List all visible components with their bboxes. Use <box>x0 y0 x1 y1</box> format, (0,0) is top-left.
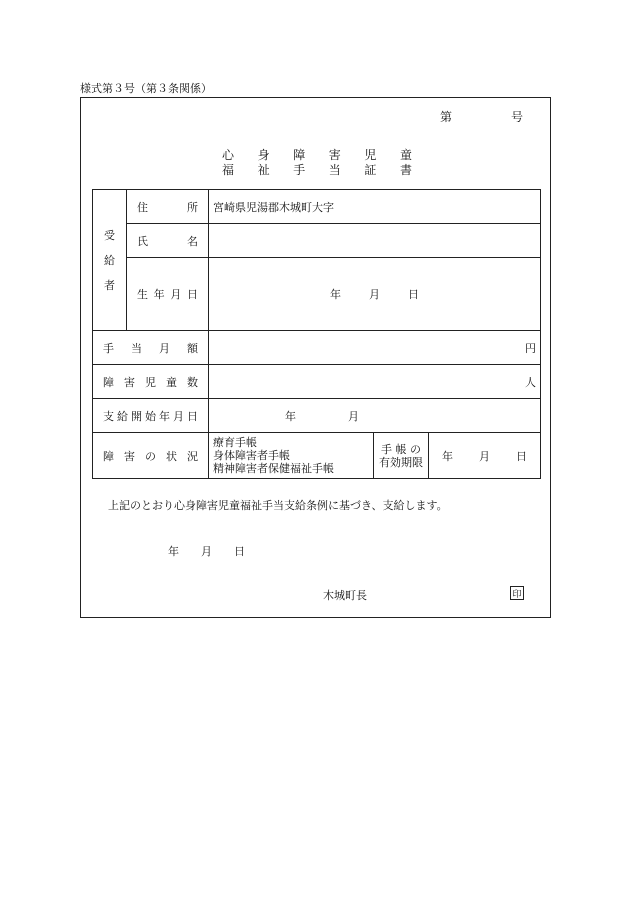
validity-label: 手 帳 の 有効期限 <box>374 433 429 479</box>
birth-label: 生 年 月 日 <box>127 258 209 331</box>
children-count-label: 障 害 児 童 数 <box>93 365 209 399</box>
issue-date: 年 月 日 <box>168 545 245 558</box>
seal-mark: 印 <box>510 586 524 600</box>
name-label: 氏 名 <box>127 224 209 258</box>
number-prefix: 第 <box>440 110 453 124</box>
notice-text: 上記のとおり心身障害児童福祉手当支給条例に基づき、支給します。 <box>108 499 448 512</box>
notebook-type: 精神障害者保健福祉手帳 <box>213 462 334 475</box>
address-field: 宮崎県児湯郡木城町大字 <box>209 190 541 224</box>
title-line-2: 福 祉 手 当 証 書 <box>222 163 412 177</box>
notebook-type: 身体障害者手帳 <box>213 449 290 462</box>
recipient-group-label: 受 給 者 <box>93 190 127 331</box>
start-date-label: 支 給 開 始 年 月 日 <box>93 399 209 433</box>
notebook-types <box>209 433 374 479</box>
form-label: 様式第３号（第３条関係） <box>80 82 212 95</box>
notebook-type: 療育手帳 <box>213 436 257 449</box>
title-line-1: 心 身 障 害 児 童 <box>222 148 412 162</box>
mayor-title: 木城町長 <box>323 589 367 602</box>
number-suffix: 号 <box>511 110 524 124</box>
validity-field: 年 月 日 <box>429 433 541 479</box>
name-field <box>209 224 541 258</box>
start-date-field: 年 月 <box>209 399 541 433</box>
disability-label: 障 害 の 状 況 <box>93 433 209 479</box>
birth-field: 年 月 日 <box>209 258 541 331</box>
children-count-field: 人 <box>209 365 541 399</box>
monthly-amount-label: 手 当 月 額 <box>93 331 209 365</box>
address-label: 住 所 <box>127 190 209 224</box>
monthly-amount-field: 円 <box>209 331 541 365</box>
certificate-table <box>92 189 541 479</box>
